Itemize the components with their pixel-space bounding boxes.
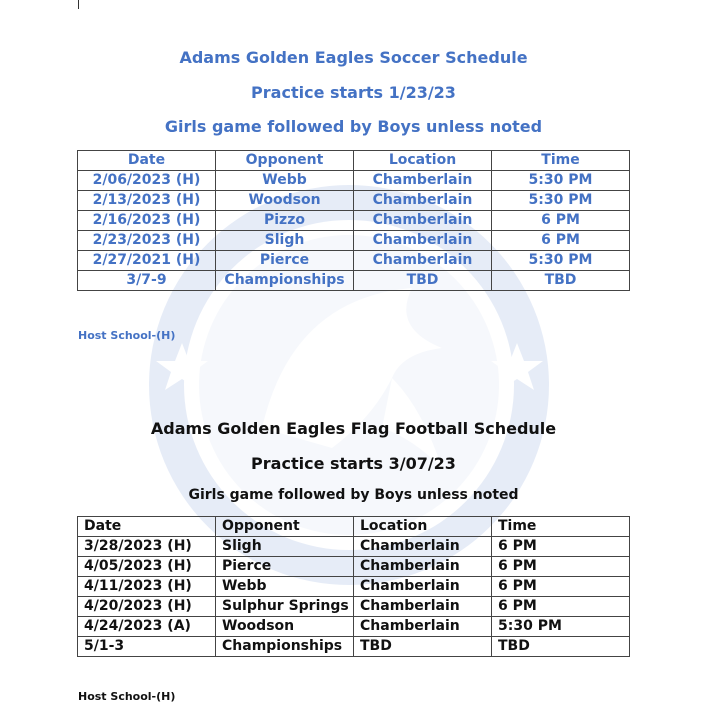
text-cursor	[78, 0, 79, 9]
cell-location: Chamberlain	[354, 171, 492, 191]
table-row	[78, 191, 630, 211]
cell-opponent: Pierce	[216, 251, 354, 271]
cell-location: Chamberlain	[354, 557, 492, 577]
cell-time: TBD	[492, 271, 630, 291]
cell-opponent: Webb	[216, 171, 354, 191]
cell-time: 6 PM	[492, 577, 630, 597]
header-date: Date	[78, 517, 216, 537]
cell-time: 6 PM	[492, 211, 630, 231]
cell-time: 5:30 PM	[492, 191, 630, 211]
football-host-note: Host School-(H)	[78, 690, 176, 703]
cell-date: 2/23/2023 (H)	[78, 231, 216, 251]
cell-date: 2/27/2021 (H)	[78, 251, 216, 271]
cell-location: Chamberlain	[354, 537, 492, 557]
table-row	[78, 637, 630, 657]
cell-location: TBD	[354, 637, 492, 657]
table-header-row	[78, 151, 630, 171]
cell-time: 6 PM	[492, 557, 630, 577]
cell-opponent: Sligh	[216, 537, 354, 557]
soccer-schedule-table	[77, 150, 630, 291]
soccer-note-line: Girls game followed by Boys unless noted	[164, 117, 543, 136]
cell-opponent: Sligh	[216, 231, 354, 251]
table-row	[78, 537, 630, 557]
cell-time: TBD	[492, 637, 630, 657]
football-title: Adams Golden Eagles Flag Football Schedule	[150, 419, 557, 438]
soccer-host-note: Host School-(H)	[78, 329, 176, 342]
cell-opponent: Webb	[216, 577, 354, 597]
cell-time: 6 PM	[492, 597, 630, 617]
cell-location: Chamberlain	[354, 231, 492, 251]
header-location: Location	[354, 517, 492, 537]
cell-date: 2/16/2023 (H)	[78, 211, 216, 231]
cell-time: 6 PM	[492, 537, 630, 557]
table-row	[78, 577, 630, 597]
table-row	[78, 171, 630, 191]
header-date: Date	[78, 151, 216, 171]
table-row	[78, 251, 630, 271]
soccer-title: Adams Golden Eagles Soccer Schedule	[179, 48, 528, 67]
table-row	[78, 231, 630, 251]
cell-location: Chamberlain	[354, 211, 492, 231]
cell-opponent: Championships	[216, 271, 354, 291]
cell-opponent: Pierce	[216, 557, 354, 577]
cell-date: 4/11/2023 (H)	[78, 577, 216, 597]
cell-date: 4/24/2023 (A)	[78, 617, 216, 637]
cell-location: Chamberlain	[354, 577, 492, 597]
cell-time: 5:30 PM	[492, 171, 630, 191]
cell-opponent: Pizzo	[216, 211, 354, 231]
cell-time: 6 PM	[492, 231, 630, 251]
football-schedule-table	[77, 516, 630, 657]
table-row	[78, 557, 630, 577]
cell-date: 3/7-9	[78, 271, 216, 291]
table-row	[78, 597, 630, 617]
table-row	[78, 617, 630, 637]
cell-time: 5:30 PM	[492, 251, 630, 271]
cell-date: 4/20/2023 (H)	[78, 597, 216, 617]
cell-date: 2/13/2023 (H)	[78, 191, 216, 211]
cell-location: Chamberlain	[354, 617, 492, 637]
table-row	[78, 211, 630, 231]
header-time: Time	[492, 151, 630, 171]
cell-date: 4/05/2023 (H)	[78, 557, 216, 577]
cell-opponent: Woodson	[216, 617, 354, 637]
cell-date: 3/28/2023 (H)	[78, 537, 216, 557]
cell-opponent: Woodson	[216, 191, 354, 211]
cell-location: Chamberlain	[354, 191, 492, 211]
cell-date: 5/1-3	[78, 637, 216, 657]
cell-date: 2/06/2023 (H)	[78, 171, 216, 191]
cell-opponent: Championships	[216, 637, 354, 657]
table-row	[78, 271, 630, 291]
cell-location: TBD	[354, 271, 492, 291]
football-note-line: Girls game followed by Boys unless noted	[188, 487, 519, 503]
cell-location: Chamberlain	[354, 251, 492, 271]
football-practice-start: Practice starts 3/07/23	[251, 454, 456, 473]
header-time: Time	[492, 517, 630, 537]
cell-opponent: Sulphur Springs	[216, 597, 354, 617]
header-location: Location	[354, 151, 492, 171]
cell-time: 5:30 PM	[492, 617, 630, 637]
table-header-row	[78, 517, 630, 537]
cell-location: Chamberlain	[354, 597, 492, 617]
header-opponent: Opponent	[216, 151, 354, 171]
soccer-practice-start: Practice starts 1/23/23	[251, 83, 456, 102]
header-opponent: Opponent	[216, 517, 354, 537]
